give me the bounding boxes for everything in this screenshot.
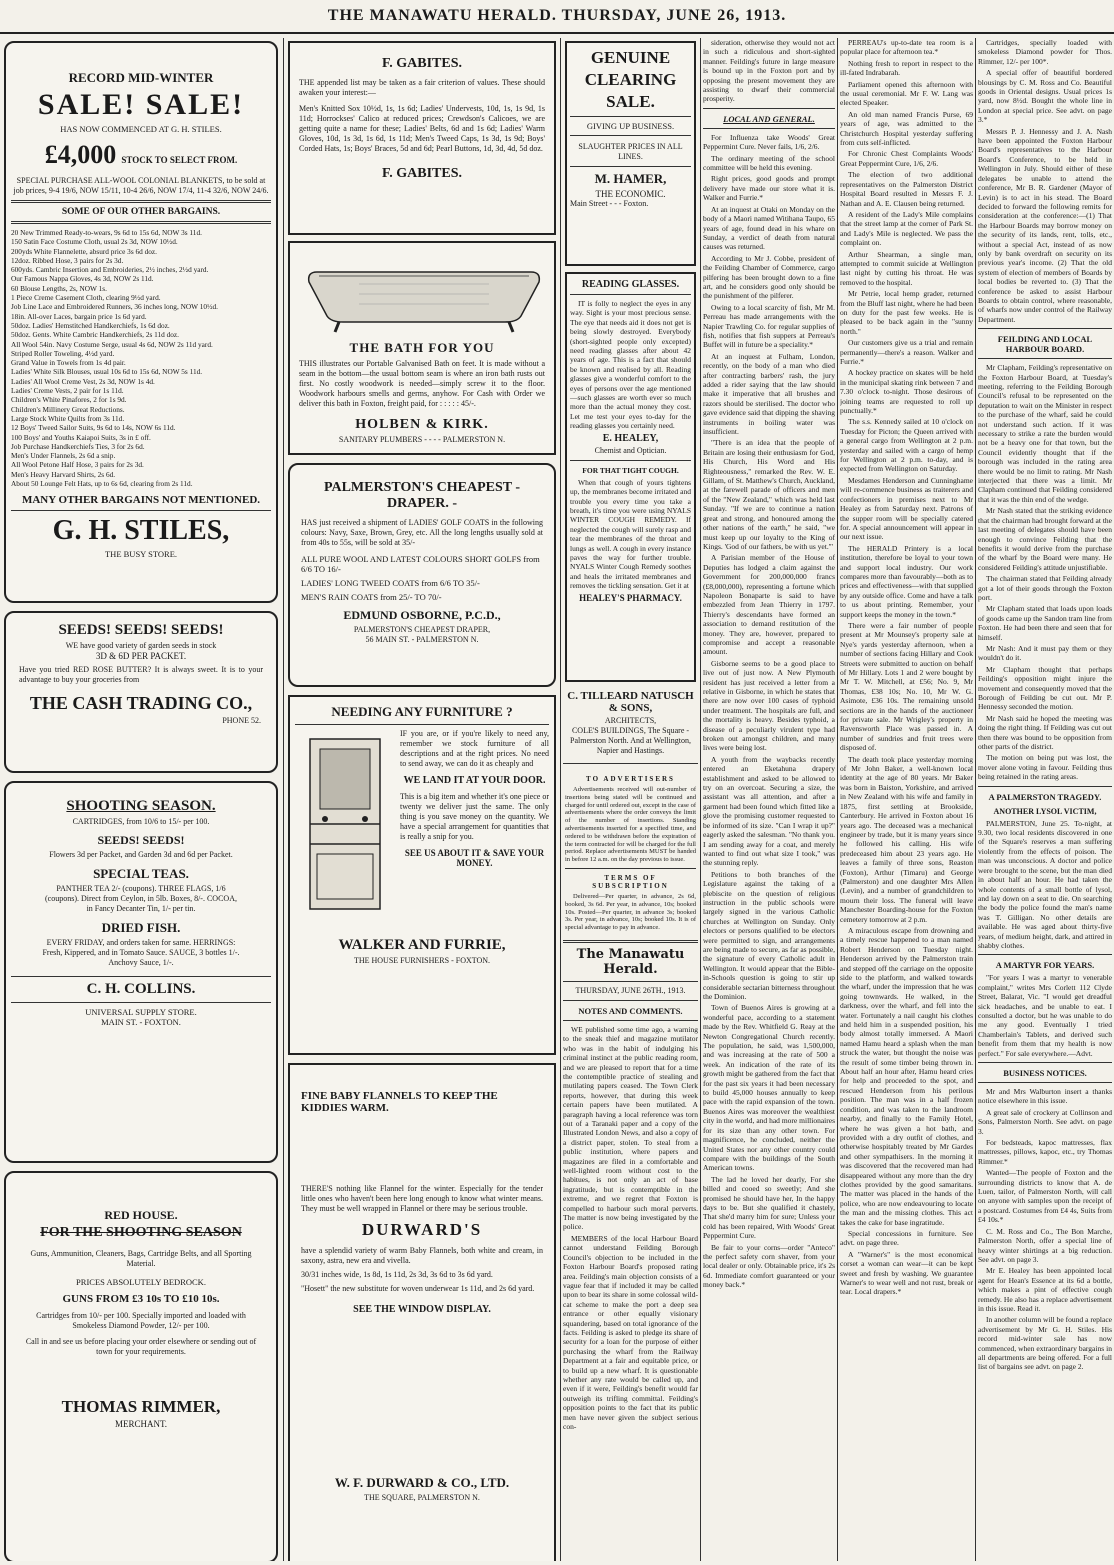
news-item: Nothing fresh to report in respect to the ill-fated Indrabarah. — [840, 58, 973, 78]
durward-p3: 30/31 inches wide, 1s 8d, 1s 11d, 2s 3d, 3s 6d to 3s 6d yard. — [301, 1270, 493, 1279]
report-paragraph: Mr Clapham, Feilding's representative on the Foxton Harbour Board, at Tuesday's meeting, referring to the Feilding Borough Council's refusal to be represented on the deputation to wait on the Minister in respect to the purchase of the wharf, said he could not understand such action. If it was necessary to strike a rate the burden would not be a heavy one for that town, but the Council evidently thought that if the borough was included in the rating area there would be no limit to rating. Mr Nash interjected that there was a limit. Mr Clapham continued that Feilding considered that it was the thin end of the wedge. — [978, 363, 1112, 504]
news-item: Owing to a local scarcity of fish, Mr M. Perreau has made arrangements with the Napier Trawling Co. for regular supplies of fish, notifies that fish suppers at Perreau's Buffet will in future be a speciality.* — [703, 302, 835, 350]
hamer-giving-up: GIVING UP BUSINESS. — [586, 121, 675, 131]
news-item: The ordinary meeting of the school committee will be held this evening. — [703, 153, 835, 173]
news-item: Special concessions in furniture. See advt. on page three. — [840, 1228, 973, 1248]
hamer-sale: SALE. — [606, 92, 655, 111]
stiles-line8: MANY OTHER BARGAINS NOT MENTIONED. — [21, 494, 261, 507]
news-item: A miraculous escape from drowning and a timely rescue happened to a man named Robert Henderson on Tuesday night. Henderson arrived by the Palmerston train and stepped off the carriage on the opposite side to the platform, and walked towards the wharf, under the impression that he was going townwards. He walked, in the darkness, over the wharf, and fell into the water. Fortunately a nail caught his clothes and held him in a suspended position, his body almost totally immersed. A Maori named Hamu heard a splash when the man struck the water, but thought the noise was the result of some timber being thrown in. About half an hour after, Hamu heard cries for help and proceeded to the spot, and rescued Henderson from his perilous position. The man was in a half frozen condition, and was taken to the landroom nearby, and finally to the Family Hotel, where he was given a hot bath, and provided with a dry outfit of clothes, and otherwise hospitably treated by Mr Gardes and other sympathisers. In the morning it was discovered that the recovered man had disappeared without any more than the dry clothes provided by the good samaritans. The matter was placed in the hands of the police, who are now endeavouring to locate the man and the missing clothes. This act takes the cake for base ingratitude. — [840, 925, 973, 1227]
news-item: Gisborne seems to be a good place to live out of just now. A New Plymouth resident has just received a letter from a relative in Gisborne, in which he states that there are now over 100 cases of typhoid under treatment. The hospitals are full, and the mortality is heavy. Besides typhoid, a disease of a peculiarly virulent type had broken out amongst children, and many lives were being lost. — [703, 658, 835, 753]
collins-ad — [4, 781, 278, 1163]
bargain-item: 50doz. Ladies' Hemstitched Handkerchiefs, 1s 6d doz. — [11, 320, 170, 330]
news-item: A resident of the Lady's Mile complains that the street lamp at the corner of Park St. and Lady's Mile is neglected. We pass the complaint on. — [840, 209, 973, 248]
lysol-heading: ANOTHER LYSOL VICTIM, — [993, 806, 1097, 816]
bargain-item: Striped Roller Toweling, 4½d yard. — [11, 348, 115, 358]
bargain-item: Men's Heavy Harvard Shirts, 2s 6d. — [11, 469, 116, 479]
column-5 — [840, 38, 973, 1561]
collins-seeds-text: Flowers 3d per Packet, and Garden 3d and 6d per Packet. — [49, 850, 233, 859]
editorial-paragraph: sideration, otherwise they would not act in such a ridiculous and short-sighted manner. Feilding's future in large measure is bound up in the Foxton port and by opposing the present movement they are assisting to dwarf their commercial prosperity. — [703, 38, 835, 104]
rimmer-shooting: FOR THE SHOOTING SEASON — [40, 1225, 242, 1240]
furrie-p4: SEE US ABOUT IT & SAVE YOUR MONEY. — [404, 848, 545, 868]
collins-fish: DRIED FISH. — [101, 920, 181, 935]
tilleard-p1: COLE'S BUILDINGS, The Square - Palmerston North. And at Wellington, Napier and Hastings. — [570, 726, 691, 755]
osborne-title: PALMERSTON'S CHEAPEST - DRAPER. - — [323, 480, 521, 511]
bath-text: THIS illustrates our Portable Galvanised Bath on feet. It is made without a seam in the bottom—the usual bottom seam is where an iron bath rusts out first. No costly woodwork is needed—simply screw it to the floor. Woodwork harbours smells and germs, anyhow. For Cash with Order we deliver this bath in Foxton, freight paid, for : : : : : 45/-. — [299, 359, 545, 408]
durward-title: FINE BABY FLANNELS TO KEEP THE KIDDIES WARM. — [301, 1090, 498, 1114]
bath-title: THE BATH FOR YOU — [349, 340, 495, 355]
notes-heading: NOTES AND COMMENTS. — [578, 1005, 683, 1016]
news-item: Town of Buenos Aires is growing at a wonderful pace, according to a statement made by the Rev. Whitfield G. Reay at the Newton Congregational Church recently. The population, he said, was 1,500,000, and was increasing at the rate of 500 a week. An indication of the rate of its growth might be gathered from the fact that for the past six years it had been necessary to build 45,000 houses annually to keep pace with the rapid expansion of the town. Buenos Aires was moreover the wealthiest city in the world, and had more millionaires for its size than any other town. For magnificence, he concluded, neither the United States nor any other country could compare with the buildings of the South American towns. — [703, 1003, 835, 1173]
bargain-item: About 50 Lounge Felt Hats, up to 6s 6d, clearing from 2s 11d. — [11, 479, 193, 489]
subscription-p2: Delivered—Per quarter, in advance, 2s 6d, booked, 3s 6d. Per year, in advance, 10s; booked 10s. Posted—Per quarter, in advance 3s; booked 3s. Per year, in advance, 10s; booked 10s. It is of special advantage to pay in advance. — [565, 892, 696, 932]
column-6 — [978, 38, 1112, 1561]
report-paragraph: Mr Nash: And it must pay them or they wouldn't do it. — [978, 643, 1112, 663]
stiles-line1: RECORD MID-WINTER — [68, 70, 214, 85]
bargain-item: Men's Under Flannels, 2s 6d a snip. — [11, 451, 116, 461]
advertisers-notice — [563, 768, 698, 936]
news-item: According to Mr J. Cobbe, president of the Feilding Chamber of Commerce, cargo pilfering has been brought down to a fine art, and he considers good only should be the punishment of the pilferer. — [703, 253, 835, 301]
durward-name: DURWARD'S — [361, 1220, 483, 1239]
osborne-address: 56 MAIN ST. - PALMERSTON N. — [365, 635, 479, 644]
harbour-notes — [978, 38, 1112, 324]
healey-p1: IT is folly to neglect the eyes in any way. Sight is your most precious sense. The eye that needs aid it does not get is being slowly destroyed. Everybody (short-sighted people only excepted) need reading glasses after about 42 years of age. This is a fact that should be known and realised by all. Reading glasses give a wonderful comfort to the eyes of persons over the age mentioned—such glasses are worth ever so much more than the actual money they cost. Let me test your eyes to-day for the reading glasses you certainly need. — [570, 299, 691, 431]
news-item: A hockey practice on skates will be held in the municipal skating rink between 7 and 7.30 o'clock to-night. Those desirous of joining teams are requested to roll up punctually.* — [840, 368, 973, 416]
healey-title: READING GLASSES. — [581, 279, 680, 290]
collins-name: C. H. COLLINS. — [86, 981, 196, 997]
news-item: The s.s. Kennedy sailed at 10 o'clock on Tuesday for Picton; the Queen arrived with a general cargo from Wellington at 2 p.m. yesterday and sailed with a cargo of hemp for Wellington at 2 p.m. to-day, and is expected from Wellington on Saturday. — [840, 417, 973, 474]
news-item: An old man named Francis Purse, 69 years of age, was admitted to the Christchurch Hospital yesterday suffering from cuts self-inflicted. — [840, 109, 973, 148]
collins-teas: SPECIAL TEAS. — [93, 866, 189, 881]
bargain-item: Job Line Lace and Embroidered Runners, 36 inches long, NOW 10½d. — [11, 302, 218, 312]
bargain-item: All Wool Petone Half Hose, 3 pairs for 2s 3d. — [11, 460, 144, 470]
hallstand-icon — [295, 729, 395, 919]
durward-address: THE SQUARE, PALMERSTON N. — [364, 1493, 480, 1502]
news-item: At an inquest at Fulham, London, recently, on the body of a man who died after contracting barbers' rash, the jury added a rider saying that the law should make it imperative that all brushes and razors should be sterilised. The doctor who gave evidence said that dipping the shaving instruments in boiling water was insufficient. — [703, 351, 835, 437]
osborne-p4: MEN'S RAIN COATS from 25/- TO 70/- — [301, 592, 442, 602]
advertisers-p1: Advertisements received will out-number of insertions being stated will be continued and charged for until ordered out, except in the case of advertisements where the order conveys the limit of the number of insertions. Standing advertisements inserted for a specified time, and ordered to be withdrawn before the expiration of the term contracted for will be charged for the full period. Replace advertisements MUST be handed in before 12 a.m. on the day previous to issue. — [565, 786, 696, 864]
rimmer-guns-list: Guns, Ammunition, Cleaners, Bags, Cartridge Belts, and all Sporting Material. — [30, 1249, 252, 1268]
bargain-item: 600yds. Cambric Insertion and Embroideries, 2½ inches, 2½d yard. — [11, 265, 209, 275]
notice-item: A great sale of crockery at Collinson and Sons, Palmerston North. See advt. on page 3. — [978, 1107, 1112, 1136]
cash-trading-ad — [4, 611, 278, 773]
bargain-item: Ladies' All Wool Creme Vest, 2s 3d, NOW 1s 4d. — [11, 376, 155, 386]
holben-kirk-sub: SANITARY PLUMBERS - - - - PALMERSTON N. — [338, 435, 506, 444]
column-2 — [286, 38, 558, 1561]
bargain-item: Job Purchase Handkerchiefs Ties, 3 for 2s 6d. — [11, 441, 145, 451]
report-paragraph: The chairman stated that Feilding already got a lot of their goods through the Foxton port. — [978, 574, 1112, 602]
bathtub-icon — [299, 254, 549, 334]
osborne-sub: PALMERSTON'S CHEAPEST DRAPER, — [353, 625, 491, 634]
stiles-stock: STOCK TO SELECT FROM. — [121, 155, 238, 165]
hamer-name: M. HAMER, — [594, 171, 667, 186]
stiles-sale: SALE! SALE! — [37, 88, 245, 121]
column-rule — [560, 38, 561, 1561]
hamer-ad — [565, 41, 696, 266]
furrie-p1: IF you are, or if you're likely to need any, remember we stock furniture of all descriptions and at the right prices. No need to send away, we can do it as cheaply and — [400, 729, 549, 768]
rimmer-merchant: MERCHANT. — [114, 1419, 168, 1429]
bargain-item: 60 Blouse Lengths, 2s, NOW 1s. — [11, 283, 107, 293]
business-notices-heading: BUSINESS NOTICES. — [1003, 1068, 1087, 1078]
news-item: PERREAU's up-to-date tea room is a popular place for afternoon tea.* — [840, 38, 973, 57]
local-general-items — [703, 133, 835, 1290]
news-item: A youth from the waybacks recently entered an Eketahuna drapery establishment and asked to be allowed to try on an overcoat. Securing a size, the assistant was all attention, and after a garment had been found which fitted like a glove the promising customer requested to be informed of its size. "Can I wrap it up?" eagerly asked the salesman. "No thank you. I am sending away for a coat, and merely wanted to find out what size I took," was the stunning reply. — [703, 754, 835, 868]
bargain-item: Children's Millinery Great Reductions. — [11, 404, 125, 414]
collins-teas-text: PANTHER TEA 2/- (coupons). THREE FLAGS, 1/6 (coupons). Direct from Ceylon, in 5lb. Boxes, 8/-. COCOA, in Fancy Decanter Tin, 1/- per tin. — [45, 884, 237, 913]
stiles-tagline: THE BUSY STORE. — [104, 549, 178, 560]
column-3 — [563, 38, 698, 1561]
news-item: Petitions to both branches of the Legislature against the taking of a plebiscite on the question of religious instruction in the public schools were largely signed in the various Catholic churches at Wellington on Sunday. Only electors or persons qualified to be electors were permitted to sign, and arrangements are being made to secure, as far as possible, the signature of every Catholic adult in Wellington. It would appear that the Bible-in-Schools question is going to stir up considerable sectarian bitterness throughout the Dominion. — [703, 869, 835, 1001]
report-paragraph: Mr Clapham thought that perhaps Feilding's opposition might injure the movement and consequently moved that the Borough of Feilding be cut out. Mr P. Hennessy seconded the motion. — [978, 664, 1112, 712]
collins-title: SHOOTING SEASON. — [66, 798, 216, 814]
holben-kirk-ad — [288, 241, 556, 455]
stiles-name: G. H. STILES, — [52, 515, 230, 547]
column-rule — [283, 38, 284, 1561]
bath-illustration — [299, 254, 545, 334]
rimmer-prices: PRICES ABSOLUTELY BEDROCK. — [76, 1277, 206, 1287]
tilleard-ad — [563, 685, 698, 759]
business-notices — [978, 1087, 1112, 1372]
tilleard-sub: ARCHITECTS, — [604, 716, 657, 725]
martyr-heading: A MARTYR FOR YEARS. — [995, 960, 1095, 971]
holben-kirk-name: HOLBEN & KIRK. — [355, 417, 489, 432]
bargain-item: 100 Boys' and Youths Kaiapoi Suits, 3s in £ off. — [11, 432, 151, 442]
stiles-line3: HAS NOW COMMENCED AT G. H. STILES. — [60, 124, 222, 134]
gabites-list: Men's Knitted Sox 10½d, 1s, 1s 6d; Ladies' Undervests, 10d, 1s, 1s 9d, 1s 11d; Horrockses' Calico at reduced prices; Crewdson's Calicoes, we are getting quite a name for these; Ladies' Belts, 6d and 1s 6d; Ladies' Warm Gloves, 10d, 1s 3d, 1s 6d, 1s 11d; Men's Tweed Caps, 1s 3d, 1s 9d; Boys' Corded Hats, 1s; Boys' Braces, 5d and 6d; Pearl Buttons, 1d, 3d, 4d, 5d doz. — [299, 104, 545, 153]
bargain-item: 50doz. Gents. White Cambric Handkerchiefs, 2s 11d doz. — [11, 330, 179, 340]
bargain-item: Grand Value in Towels from 1s 4d pair. — [11, 358, 126, 368]
report-paragraph: Mr Nash said he hoped the meeting was doing the right thing. If Feilding was cut out then there was bound to be opposition from other parts of the district. — [978, 713, 1112, 752]
furrie-sub: THE HOUSE FURNISHERS - FOXTON. — [353, 956, 491, 965]
gabites-name-top: F. GABITES. — [381, 56, 462, 71]
osborne-p2: ALL PURE WOOL AND LATEST COLOURS SHORT GOLFS from 6/6 TO 16/- — [301, 554, 540, 574]
news-item: There were a fair number of people present at Mr Mounsey's property sale at Nye's yards yesterday afternoon, when a number of sections facing Hillary and Cook Streets were submitted to auction on behalf of Mr Hillary. Lots 1 and 2 were bought by Mr T. W. Mitchell, at £56; No. 9, Mr Thomas, £38 10s; No. 10, Mr W. G. Asimote, £36 10s. The remaining unsold sections are in the hands of the auctioneer for private sale. Mr Wrigley's property in Ravensworth Place was passed in. A number of sundries and fruit trees were disposed of. — [840, 620, 973, 753]
bargain-item: Our Famous Nappa Gloves, 4s 3d, NOW 2s 11d. — [11, 274, 154, 284]
seeds-p2: 3D & 6D PER PACKET. — [95, 651, 187, 661]
bargain-item: 20 New Trimmed Ready-to-wears, 9s 6d to 15s 6d, NOW 3s 11d. — [11, 228, 202, 237]
advertisers-title: TO ADVERTISERS — [586, 775, 675, 783]
subscription-title: TERMS OF SUBSCRIPTION — [592, 873, 669, 890]
furrie-p3: This is a big item and whether it's one piece or twenty we deliver just the same. The only thing is you save money on the quantity. We have a special arrangement for quantities that is really a snip for you. — [400, 792, 549, 841]
news-item: Messrs P. J. Hennessy and J. A. Nash have been appointed the Foxton Harbour Board's representatives to the Harbour Board's Conference, to be held in Wellington in July. Should either of these delegates be unable to attend the conference, Mr B. R. Gardener (Mayor of Levin) is to act in his stead. The Board decided to forward the following remits for consideration at the conference:—(1) That the Harbour Boards may borrow money on the security of its lands, rent, tolls, etc., without a special Act, instead of as now only by bank overdraft on security on its previous year's income. (2) That the old system of election of members of Boards by local bodies be reverted to. (3) That the conference be asked to assist Harbour Boards to obtain control, where reasonable, of wharfs now under control of the Railway Department. — [978, 126, 1112, 324]
hamer-genuine: GENUINE — [590, 48, 671, 67]
durward-ad — [288, 1063, 556, 1561]
stiles-ad — [4, 41, 278, 603]
editorial-paragraph: WE published some time ago, a warning to the sneak thief and magazine mutilator who was in the habit of indulging his criminal instinct at the public reading room, and we are pleased to report that for a time the contemptible practice of stealing and mutilating papers ceased. The Town Clerk reports, however, that during this week certain papers have been mutilated. A paragraph having a local reference was torn out of a Taranaki paper and a copy of the Illustrated London News, and also a copy of a district paper, stolen. To steal from a public institution, where papers and magazines are filed in a comfortable and well-lighted room without cost to the habitues, is not only an act of base ingratitude, but is contemptible in the extreme, and we regret that Foxton is compelled to harbour such moral perverts. The matter is now being investigated by the police. — [563, 1024, 698, 1232]
healey-ad — [565, 272, 696, 682]
notice-item: C. M. Ross and Co., The Bon Marche, Palmerston North, offer a special line of heavy winter shirtings at a big reduction. See advt. on page 3. — [978, 1226, 1112, 1264]
tilleard-name: C. TILLEARD NATUSCH & SONS, — [567, 690, 694, 714]
news-item: The lad he loved her dearly, For she billed and cooed so sweetly; And she promised he should have her, In the happy days to be. But she qualified it chastely, That she'd marry him for sure; Unless your cold has been repaired, With Woods' Great Peppermint Cure. — [703, 1174, 835, 1241]
news-item: Mr Petrie, local hemp grader, returned from the Bluff last night, where he had been on duty for the past few weeks. He is pleased to be back again in the "sunny north." — [840, 289, 973, 336]
bargain-item: 200yds White Flannelette, absurd price 3s 6d doz. — [11, 246, 157, 256]
bargain-item: 150 Satin Face Costume Cloth, usual 2s 3d, NOW 10½d. — [11, 237, 178, 247]
news-item: A special offer of beautiful bordered blousings by C. M. Ross and Co. Beautiful goods in Oriental designs. Usual prices 1s yard, now 8½d. Bought the whole line in London at special price. See advt. on page 3.* — [978, 68, 1112, 125]
news-item: The election of two additional representatives on the Palmerston District Hospital Board resulted in Messrs F. J. Nathan and A. E. Clausen being returned. — [840, 170, 973, 208]
column-4 — [703, 38, 835, 1561]
gabites-intro: THE appended list may be taken as a fair criterion of values. These should awaken your interest:— — [299, 78, 545, 97]
column-rule — [837, 38, 838, 1561]
news-item: Be fair to your corns—order "Anteco" the perfect safety corn shaver, from your local dealer or only. Obtainable price, it's 2s 6d. Immediate comfort guaranteed or your money back.* — [703, 1242, 835, 1290]
bargain-item: Children's White Pinafores, 2 for 1s 9d. — [11, 395, 127, 405]
news-item: Our customers give us a trial and remain permanently—there's a reason. Walker and Furrie.* — [840, 338, 973, 366]
martyr-text: "For years I was a martyr to venerable complaint," writes Mrs Corlett 112 Clyde Street, Balarat, Vic. "I would get dreadful sick headaches, and be unable to eat. I consulted a doctor, but he was unable to do me any good. Eventually I tried Chamberlain's Tablets, and derived such benefit from them that my health is now perfect." For sale everywhere.—Advt. — [978, 973, 1112, 1058]
durward-p5: SEE THE WINDOW DISPLAY. — [353, 1304, 491, 1315]
news-item: Right prices, good goods and prompt delivery have made our store what it is. Walker and Furrie.* — [703, 174, 835, 203]
rimmer-cartridges: Cartridges from 10/- per 100. Specially imported and loaded with Smokeless Diamond Powder, 12/- per 100. — [36, 1311, 246, 1330]
durward-firm: W. F. DURWARD & CO., LTD. — [334, 1475, 510, 1490]
news-item: Arthur Shearman, a single man, attempted to commit suicide at Wellington last night by cutting his throat. He was removed to the hospital. — [840, 249, 973, 287]
news-item: For Influenza take Woods' Great Peppermint Cure. Never fails, 1/6, 2/6. — [703, 132, 835, 152]
news-item: At an inquest at Otaki on Monday on the body of a Maori named Witihana Taupo, 65 years of age, found dead in his whare on Sunday, a verdict of death from natural causes was returned. — [703, 204, 835, 252]
masthead: THE MANAWATU HERALD. THURSDAY, JUNE 26, 1913. — [0, 0, 1114, 34]
cash-trading-name: THE CASH TRADING CO., — [29, 693, 253, 713]
report-paragraph: The motion on being put was lost, the mover alone voting in favour. Feilding thus being retained in the rating areas. — [978, 753, 1112, 782]
news-item: Parliament opened this afternoon with the usual ceremonial. Mr F. W. Lang was elected Speaker. — [840, 79, 973, 108]
report-paragraph: Mr Nash stated that the striking evidence that the chairman had brought forward at the last meeting of delegates should have been enough to convince Feilding that the benefits it would derive from the purchase of the wharf by the Board were many. He considered Feilding's attitude unjustifiable. — [978, 506, 1112, 572]
rimmer-guns-price: GUNS FROM £3 10s TO £10 10s. — [62, 1293, 220, 1305]
editorial-paragraphs — [563, 1025, 698, 1431]
hamer-prices: SLAUGHTER PRICES IN ALL LINES. — [578, 142, 683, 161]
gabites-name-bottom: F. GABITES. — [381, 166, 462, 181]
news-item: "There is an idea that the people of Britain are losing their enthusiasm for God, His Church, His Word and His Righteousness," remarked the Rev. W. E. Gillam, of St. Matthew's Church, Auckland, at the farewell parade of officers and men of the "New Zealand," which was held last Sunday. "If we are to continue a nation great and strong, and honoured among the other nations of the earth," he said, "we must keep up our loyalty to the King of Kings. 'God of our fathers, be with us yet.'" — [703, 438, 835, 551]
feilding-heading: FEILDING AND LOCAL HARBOUR BOARD. — [997, 334, 1093, 355]
notice-item: For bedsteads, kapoc mattresses, flax mattresses, pillows, kapoc, etc., try Thomas Rimmer.* — [978, 1138, 1112, 1166]
healey-name: E. HEALEY, — [602, 432, 659, 444]
hamer-address: Main Street - - - Foxton. — [570, 199, 649, 208]
rimmer-ad — [4, 1171, 278, 1561]
notice-item: In another column will be found a replace advertisement by Mr G. H. Stiles. His record mid-winter sale has now commenced, when extraordinary bargains in all departments are being offered. For a full list of bargains see advt. on page 2. — [978, 1315, 1112, 1372]
cash-trading-phone: PHONE 52. — [222, 716, 261, 725]
notice-item: Wanted—The people of Foxton and the surrounding districts to know that A. de Luen, tailor, of Palmerston North, will call on anyone with samples upon the receipt of a postcard. Costumes from £4 4s, Suits from £4 10s.* — [978, 1168, 1112, 1225]
news-item: A Parisian member of the House of Deputies has lodged a claim against the Government for 200,000,000 francs (£8,000,000), representing a fortune which Napoleon Bonaparte is said to have embezzled from Jean Thierry in 1797. Thierry's descendants have formed an association to demand restitution of the money. They are, however, prepared to compromise and accept a reasonable amount. — [703, 553, 835, 657]
collins-store: UNIVERSAL SUPPLY STORE. — [85, 1007, 197, 1017]
osborne-p3: LADIES' LONG TWEED COATS from 6/6 TO 35/- — [301, 578, 480, 588]
tragedy-heading: A PALMERSTON TRAGEDY. — [988, 791, 1102, 802]
bargain-item: Ladies' Creme Vests, 2 pair for 1s 11d. — [11, 386, 124, 396]
bargain-item: All Wool 54in. Navy Costume Serge, usual 4s 6d, NOW 2s 11d yard. — [11, 339, 213, 349]
healey-pharmacy: HEALEY'S PHARMACY. — [579, 592, 682, 603]
gabites-ad — [288, 41, 556, 235]
local-general-heading: LOCAL AND GENERAL. — [723, 113, 815, 124]
bargain-item: 1 Piece Creme Casement Cloth, clearing 9½d yard. — [11, 293, 161, 303]
news-item: For Chronic Chest Complaints Woods' Great Peppermint Cure, 1/6, 2/6. — [840, 149, 973, 168]
furrie-name: WALKER AND FURRIE, — [338, 937, 506, 953]
herald-title: The Manawatu Herald. — [576, 946, 685, 977]
local-notes — [840, 38, 973, 1297]
collins-seeds: SEEDS! SEEDS! — [97, 833, 185, 847]
walker-furrie-ad — [288, 695, 556, 1055]
durward-p2: have a splendid variety of warm Baby Flannels, both white and cream, in saxony, astra, new era and vivella. — [301, 1246, 543, 1265]
column-1 — [2, 38, 280, 1561]
osborne-p1: HAS just received a shipment of LADIES' GOLF COATS in the following colours: Navy, Saxe, Brown, Grey, etc. All the long lengths usually sold at from 40s to 55s, will be sold at 35/- — [301, 518, 543, 547]
furrie-title: NEEDING ANY FURNITURE ? — [331, 704, 513, 719]
osborne-name: EDMUND OSBORNE, P.C.D., — [343, 608, 501, 622]
bargain-item: 12doz. Ribbed Hose, 3 pairs for 2s 3d. — [11, 255, 124, 265]
tragedy-text: PALMERSTON, June 25. To-night, at 9.30, two local residents discovered in one of the Square's reserves a man suffering violently from the effects of poison. The man was unconscious. A doctor and police were brought to the scene, but the man died in about half an hour. He had taken the whole contents of a small bottle of lysol, and lay down on a seat to die. On searching the body the police found the man's name was T. Gilligan. No other details are available. He was aged about thirty-five years, of medium height, dark, and attired in shabby clothes. — [978, 818, 1112, 950]
durward-p1: THERE'S nothing like Flannel for the winter. Especially for the tender little ones who haven't been here long enough to know what winter means. They must be well wrapped in Flannel or there may be serious trouble. — [301, 1184, 543, 1213]
news-item: A "Warner's" is the most economical corset a woman can wear—it can be kept sweet and fresh by washing. We guarantee Warner's to wear well and not rust, break or tear. Local drapers.* — [840, 1249, 973, 1297]
editorial-continuation — [703, 38, 835, 104]
harbour-board-report — [978, 363, 1112, 781]
news-item: Mesdames Henderson and Cunninghame will re-commence business as traiterers and confectioners in premises next to Mr Healey as from Saturday next. Patrons of the supper room will be specially catered for. A special announcement will appear in our next issue. — [840, 475, 973, 542]
osborne-ad — [288, 463, 556, 687]
seeds-p3: Have you tried RED ROSE BUTTER? It is always sweet. It is to your advantage to buy your groceries from — [19, 665, 263, 684]
bargain-item: 12 Boys' Tweed Sailor Suits, 9s 6d to 14s, NOW 6s 11d. — [11, 423, 176, 433]
stiles-blankets: SPECIAL PURCHASE ALL-WOOL COLONIAL BLANKETS, to be sold at job prices, 9-4 19/6, NOW 15/11, 10-4 26/6, NOW 17/4, 11-4 32/6, NOW 24/6. — [13, 176, 269, 195]
furniture-illustration — [295, 729, 400, 923]
healey-p2: When that cough of yours tightens up, the membranes become irritated and trouble you every time you take a breath, it's time you were using NYALS WINTER COUGH REMEDY. If neglected the cough will surely rasp and tear the membranes of the throat and lungs as well. A cough in every instance paves the way for further trouble. NYALS Winter Cough Remedy soothes and heals the irritated membranes and removes the tickling sensation. Get it at — [570, 477, 691, 591]
stiles-bargain-list — [11, 228, 271, 488]
stiles-amount: £4,000 — [44, 140, 117, 169]
bargain-item: 18in. All-over Laces, bargain price 1s 6d yard. — [11, 311, 147, 321]
collins-fish-text: EVERY FRIDAY, and orders taken for same. HERRINGS: Fresh, Kippered, and in Tomato Sauce. SAUCE, 3 bottles 1/-. Anchovy Sauce, 1/-. — [42, 938, 240, 967]
seeds-p1: WE have good variety of garden seeds in stock — [65, 641, 217, 650]
news-item: Cartridges, specially loaded with smokeless Diamond powder for Thos. Rimmer, 12/- per 100*. — [978, 38, 1112, 66]
healey-sub: Chemist and Optician. — [594, 445, 667, 455]
rimmer-name: THOMAS RIMMER, — [61, 1397, 221, 1416]
furrie-p2: WE LAND IT AT YOUR DOOR. — [403, 775, 546, 786]
hamer-economic: THE ECONOMIC. — [595, 189, 666, 199]
rimmer-red-house: RED HOUSE. — [104, 1208, 178, 1222]
healey-cough-title: FOR THAT TIGHT COUGH. — [582, 465, 679, 475]
bargain-item: Ladies' White Silk Blouses, usual 10s 6d to 15s 6d, NOW 5s 11d. — [11, 367, 203, 377]
rimmer-call: Call in and see us before placing your order elsewhere or sending out of town for your requirements. — [25, 1337, 257, 1356]
notice-item: Mr E. Healey has been appointed local agent for Hean's Essence at its 6d a bottle, which makes a pint of effective cough remedy. He also has a replace advertisement in this issue. Read it. — [978, 1266, 1112, 1313]
notice-item: Mr and Mrs Walburton insert a thanks notice elsewhere in this issue. — [978, 1087, 1112, 1106]
bargain-item: Large Stock White Quilts from 3s 11d. — [11, 413, 125, 423]
stiles-bargains-heading: SOME OF OUR OTHER BARGAINS. — [61, 207, 221, 217]
durward-p4: "Hosett" the new substitute for woven underwear 1s 11d, and 2s 6d yard. — [301, 1284, 535, 1293]
herald-date: THURSDAY, JUNE 26TH., 1913. — [575, 985, 686, 995]
collins-cartridges: CARTRIDGES, from 10/6 to 15/- per 100. — [72, 817, 210, 826]
column-rule — [700, 38, 701, 1561]
seeds-title: SEEDS! SEEDS! SEEDS! — [58, 622, 224, 638]
hamer-clearing: CLEARING — [584, 70, 677, 89]
collins-address: MAIN ST. - FOXTON. — [101, 1017, 181, 1027]
report-paragraph: Mr Clapham stated that loads upon loads of goods came up the Sandon tram line from Foxton. He had been there and seen that for himself. — [978, 604, 1112, 642]
editorial-paragraph: MEMBERS of the local Harbour Board cannot understand Feilding Borough Council's objection to be included in the Foxton Harbour Board's proposed rating area. Feilding's main objection consists of a vague fear that if included it may be called upon to bear its share in some colossal wild-cat scheme to make the port a deep sea entrance or other equally visionary squandering, based on total ignorance of the facts. Feilding is asked to pledge its share of security for a loan for the purpose of either purchasing the wharf from the Railway Department at a fair and equitable price, or to build up a new wharf. It is questionable whether any rate would be called up, and even if it were, Feilding's benefit would far outweigh its trifling committal. Feilding's opposition points to the fact that its public men have never given the subject serious con- — [563, 1233, 698, 1432]
column-rule — [975, 38, 976, 1561]
news-item: The HERALD Printery is a local institution, therefore be loyal to your town and support local industry. Our work compares more than favourably—both as to prices and effectiveness—with that supplied by any outside office. Come and have a talk to us about printing. Remember, your support keeps the money in the town.* — [840, 543, 973, 619]
news-item: The death took place yesterday morning of Mr John Baker, a well-known local identity at the age of 80 years. Mr Baker was born in Baiston, Yorkshire, and arrived in New Zealand with his wife and family in 1875, first settling at Brookside, Canterbury. He arrived in Foxton about 16 years ago. The deceased was a mechanical engineer by trade, but it is many years since he followed his calling. His wife predeceased him about 23 years ago. He leaves a family of three sons, Reaston (Foxton), Arthur (Timaru) and George (Palmerston) and one daughter Mrs Allen (Levin), and a number of grandchildren to mourn their loss. The funeral will leave Manchester Boarding-house for the Foxton cemetery tomorrow at 2 p.m. — [840, 754, 973, 924]
